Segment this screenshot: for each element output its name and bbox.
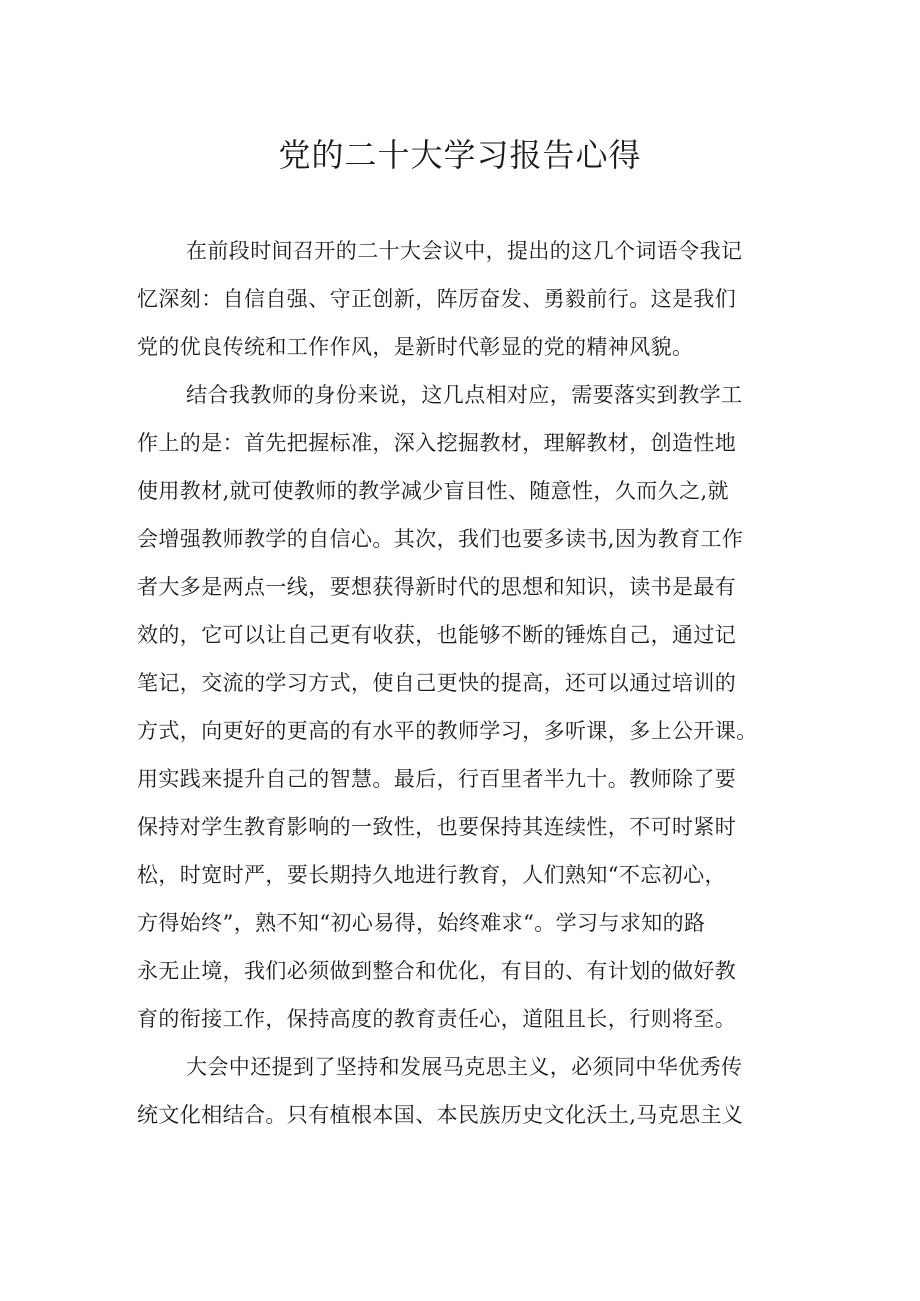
paragraph-2-line-4: 会增强教师教学的自信心。其次，我们也要多读书,因为教育工作 — [137, 527, 744, 551]
paragraph-1-line-2: 忆深刻：自信自强、守正创新，阵厉奋发、勇毅前行。这是我们 — [137, 287, 737, 311]
paragraph-2-line-12: 方得始终”，熟不知“初心易得，始终难求“。学习与求知的路 — [137, 911, 706, 935]
paragraph-2-line-14: 育的衔接工作，保持高度的教育责任心，道阻且长，行则将至。 — [137, 1007, 737, 1031]
paragraph-2-line-7: 笔记，交流的学习方式，使自己更快的提高，还可以通过培训的 — [137, 671, 737, 695]
paragraph-2-line-6: 效的，它可以让自己更有收获，也能够不断的锤炼自己，通过记 — [137, 623, 737, 647]
paragraph-2-line-3: 使用教材,就可使教师的教学减少盲目性、随意性，久而久之,就 — [137, 479, 729, 503]
paragraph-2-line-8: 方式，向更好的更高的有水平的教师学习，多听课，多上公开课。 — [137, 719, 758, 743]
paragraph-2-line-10: 保持对学生教育影响的一致性，也要保持其连续性，不可时紧时 — [137, 815, 737, 839]
paragraph-2-line-13: 永无止境，我们必须做到整合和优化，有目的、有计划的做好教 — [137, 959, 737, 983]
paragraph-2-line-5: 者大多是两点一线，要想获得新时代的思想和知识，读书是最有 — [137, 575, 737, 599]
paragraph-3-line-1: 大会中还提到了坚持和发展马克思主义，必须同中华优秀传 — [186, 1055, 743, 1079]
paragraph-3-line-2: 统文化相结合。只有植根本国、本民族历史文化沃土,马克思主义 — [137, 1103, 744, 1127]
paragraph-2-line-2: 作上的是：首先把握标准，深入挖掘教材，理解教材，创造性地 — [137, 431, 737, 455]
paragraph-2-line-11: 松，时宽时严，要长期持久地进行教育，人们熟知“不忘初心， — [137, 863, 726, 887]
paragraph-1-line-3: 党的优良传统和工作作风，是新时代彰显的党的精神风貌。 — [137, 335, 694, 359]
document-title: 党的二十大学习报告心得 — [278, 136, 642, 174]
paragraph-2-line-9: 用实践来提升自己的智慧。最后，行百里者半九十。教师除了要 — [137, 767, 737, 791]
paragraph-1-line-1: 在前段时间召开的二十大会议中，提出的这几个词语令我记 — [186, 239, 743, 263]
paragraph-2-line-1: 结合我教师的身份来说，这几点相对应，需要落实到教学工 — [186, 383, 743, 407]
